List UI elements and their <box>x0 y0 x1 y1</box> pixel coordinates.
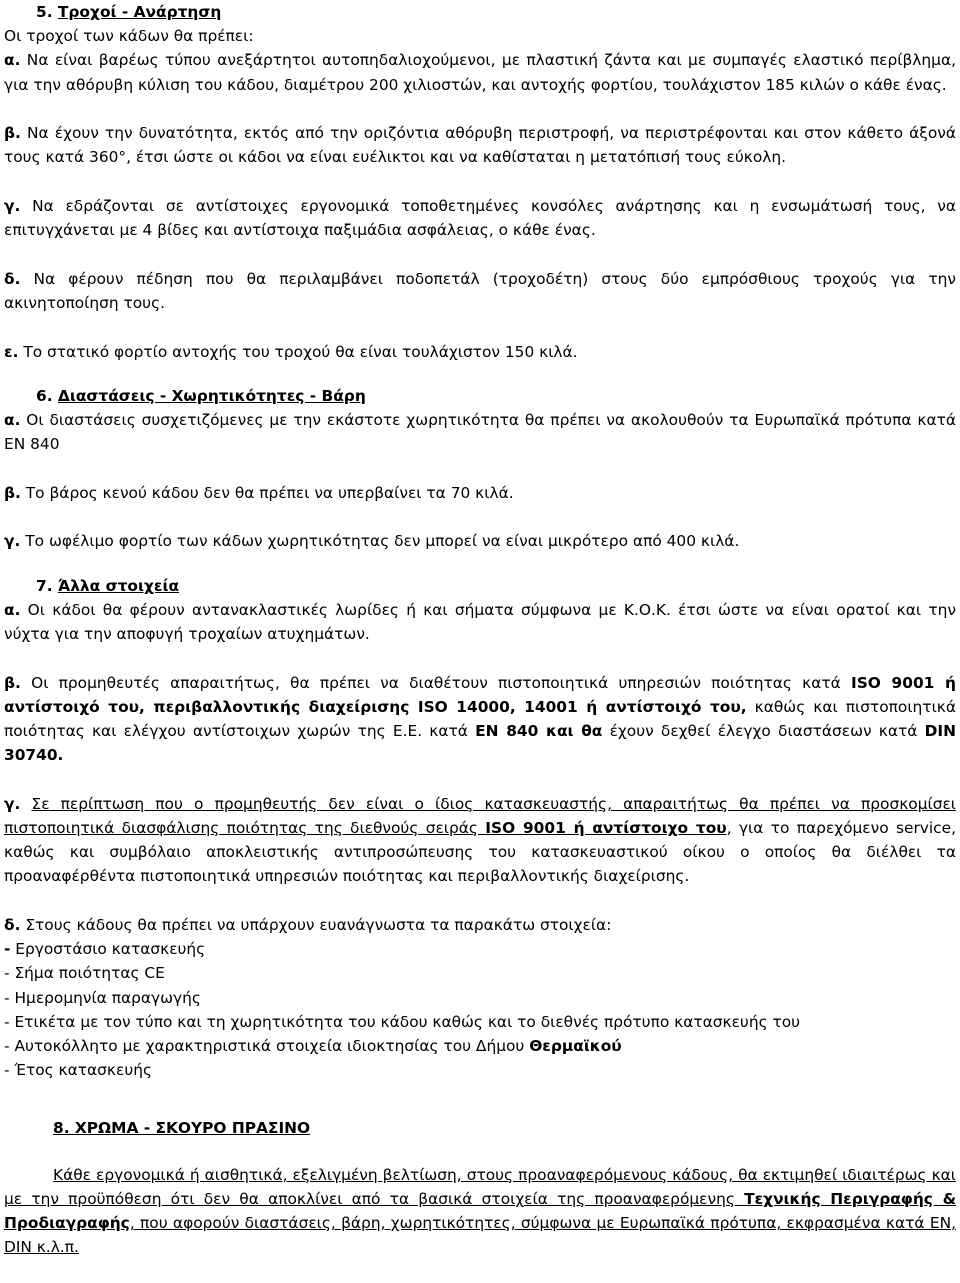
section-6-number: 6. <box>36 386 53 405</box>
item-label: γ. <box>4 197 21 215</box>
list-text: Έτος κατασκευής <box>9 1061 153 1080</box>
item-label: β. <box>4 483 21 502</box>
section-5-intro: Οι τροχοί των κάδων θα πρέπει: <box>4 27 254 46</box>
list-item <box>4 961 956 985</box>
list-text: Ημερομηνία παραγωγής <box>9 988 201 1007</box>
item-label: α. <box>4 51 21 70</box>
section-7-item-c <box>4 792 956 889</box>
section-6-title: Διαστάσεις - Χωρητικότητες - Βάρη <box>57 386 366 405</box>
list-text: Αυτοκόλλητο με χαρακτηριστικά στοιχεία ιδιοκτησίας του Δήμου <box>9 1037 530 1056</box>
item-text: Να εδράζονται σε αντίστοιχες εργονομικά τοποθετημένες κονσόλες ανάρτησης και η ενσωμάτωσή τους, να επιτυγχάνεται με 4 βίδες και αντίστοιχα παξιμάδια ασφάλειας, ο κάθε ένας. <box>4 197 956 240</box>
section-5-item-b <box>4 121 956 169</box>
label-elements-list <box>4 937 956 1082</box>
section-6-item-c <box>4 529 956 553</box>
section-7-title: Άλλα στοιχεία <box>57 576 180 595</box>
list-dash: - <box>4 964 10 983</box>
list-item <box>4 1010 956 1034</box>
item-text: , για το παρεχόμενο service, καθώς και συμβόλαιο αποκλειστικής αντιπροσώπευσης του κατασκευαστικού οίκου ο οποίος θα διέλθει τα προαναφέρθέντα πιστοποιητικά υπηρεσιών ποιότητας και περιβαλλοντικής διαχείρισης. <box>4 819 956 886</box>
paragraph-text-underlined: , που αφορούν διαστάσεις, βάρη, χωρητικότητες, σύμφωνα με Ευρωπαϊκά πρότυπα, εκφρασμένα κατά ΕΝ, DIN κ.λ.π. <box>4 1214 956 1257</box>
din-standard: DIN 30740. <box>4 722 956 765</box>
section-5-item-c <box>4 194 956 242</box>
item-text: Να έχουν την δυνατότητα, εκτός από την οριζόντια αθόρυβη περιστροφή, να περιστρέφονται και στον κάθετο άξονά τους κατά 360°, έτσι ώστε οι κάδοι να είναι ευέλικτοι και να καθίσταται η μετατόπισή τους εύκολη. <box>4 124 956 167</box>
section-7-heading <box>4 574 956 598</box>
item-label: α. <box>4 600 21 619</box>
item-text: Το ωφέλιμο φορτίο των κάδων χωρητικότητας δεν μπορεί να είναι μικρότερο από 400 κιλά. <box>20 532 740 551</box>
section-5-title: Τροχοί - Ανάρτηση <box>57 3 222 21</box>
list-item <box>4 986 956 1010</box>
section-5-item-e <box>4 340 956 364</box>
section-5-item-a <box>4 48 956 96</box>
section-7-item-a <box>4 598 956 646</box>
item-label: ε. <box>4 342 19 361</box>
section-7-item-d <box>4 913 956 937</box>
item-text: έχουν δεχθεί έλεγχο διαστάσεων κατά <box>602 722 925 740</box>
item-label: δ. <box>4 269 21 288</box>
list-text: Εργοστάσιο κατασκευής <box>10 940 206 959</box>
section-6-heading <box>4 384 956 408</box>
item-label: β. <box>4 673 21 692</box>
item-label: δ. <box>4 916 21 934</box>
item-text: Οι προμηθευτές απαραιτήτως, θα πρέπει να διαθέτουν πιστοποιητικά υπηρεσιών ποιότητας κατά <box>20 673 851 692</box>
section-7-number: 7. <box>36 576 53 595</box>
section-6-item-a <box>4 408 956 456</box>
list-text: Σήμα ποιότητας CE <box>9 964 165 983</box>
item-text: καθώς και πιστοποιητικά ποιότητας και ελέγχου αντίστοιχων χωρών της Ε.Ε. κατά <box>4 697 956 740</box>
en-840-standard: ΕΝ 840 και θα <box>475 722 603 740</box>
section-5-heading <box>4 0 956 24</box>
item-label: β. <box>4 124 21 143</box>
item-text: Οι διαστάσεις συσχετιζόμενες με την εκάστοτε χωρητικότητα θα πρέπει να ακολουθούν τα Ευρωπαϊκά πρότυπα κατά ΕΝ 840 <box>4 411 956 454</box>
list-item <box>4 1058 956 1082</box>
list-item <box>4 937 956 961</box>
item-text: Οι κάδοι θα φέρουν αντανακλαστικές λωρίδες ή και σήματα σύμφωνα με Κ.Ο.Κ. έτσι ώστε να είναι ορατοί και την νύχτα για την αποφυγή τροχαίων ατυχημάτων. <box>4 600 956 643</box>
list-text: Ετικέτα με τον τύπο και τη χωρητικότητα του κάδου καθώς και το διεθνές πρότυπο κατασκευής του <box>9 1012 801 1031</box>
item-label: γ. <box>4 794 21 813</box>
item-label: γ. <box>4 532 21 551</box>
technical-spec-title: Τεχνικής Περιγραφής & Προδιαγραφής <box>4 1189 957 1233</box>
item-label: α. <box>4 411 21 429</box>
section-7-item-b <box>4 671 956 768</box>
iso-certifications: ISO 9001 ή αντίστοιχό του, περιβαλλοντικής διαχείρισης ISO 14000, 14001 ή αντίστοιχό του, <box>4 673 957 716</box>
list-dash: - <box>4 1037 10 1056</box>
municipality-name: Θερμαϊκού <box>529 1037 622 1056</box>
section-8-title: 8. ΧΡΩΜΑ - ΣΚΟΥΡΟ ΠΡΑΣΙΝΟ <box>53 1119 311 1138</box>
item-text: Το στατικό φορτίο αντοχής του τροχού θα είναι τουλάχιστον 150 κιλά. <box>18 342 578 361</box>
item-text: Το βάρος κενού κάδου δεν θα πρέπει να υπερβαίνει τα 70 κιλά. <box>20 483 514 502</box>
section-5-item-d <box>4 267 956 315</box>
item-text: Να φέρουν πέδηση που θα περιλαμβάνει ποδοπετάλ (τροχοδέτη) στους δύο εμπρόσθιους τροχούς για την ακινητοποίηση τους. <box>4 269 956 312</box>
list-dash: - <box>4 988 10 1007</box>
section-5-number: 5. <box>36 3 53 21</box>
item-text: Να είναι βαρέως τύπου ανεξάρτητοι αυτοπηδαλιοχούμενοι, με πλαστική ζάντα και με συμπαγές ελαστικό περίβλημα, για την αθόρυβη κύλιση του κάδου, διαμέτρου 200 χιλιοστών, και αντοχής φορτίου, τουλάχιστον 185 κιλών ο κάθε ένας. <box>4 51 956 94</box>
section-6-item-b <box>4 481 956 505</box>
paragraph-text-underlined: Κάθε εργονομικά ή αισθητικά, εξελιγμένη βελτίωση, στους προαναφερόμενους κάδους, θα εκτιμηθεί ιδιαιτέρως και με την προϋπόθεση ότι δεν θα αποκλίνει από τα βασικά στοιχεία της προαναφερόμενης <box>4 1165 956 1208</box>
section-8-paragraph <box>4 1163 956 1260</box>
iso-9001-underlined: ISO 9001 ή αντίστοιχο του <box>485 819 727 837</box>
list-dash: - <box>4 1012 10 1031</box>
section-8-heading <box>4 1116 956 1140</box>
item-text-underlined: Σε περίπτωση που ο προμηθευτής δεν είναι ο ίδιος κατασκευαστής, απαραιτήτως θα πρέπει να προσκομίσει πιστοποιητικά διασφάλισης ποιότητας της διεθνούς σειράς <box>4 794 956 837</box>
list-item <box>4 1034 956 1058</box>
list-dash: - <box>4 940 11 959</box>
item-text: Στους κάδους θα πρέπει να υπάρχουν ευανάγνωστα τα παρακάτω στοιχεία: <box>20 916 612 934</box>
list-dash: - <box>4 1061 10 1080</box>
